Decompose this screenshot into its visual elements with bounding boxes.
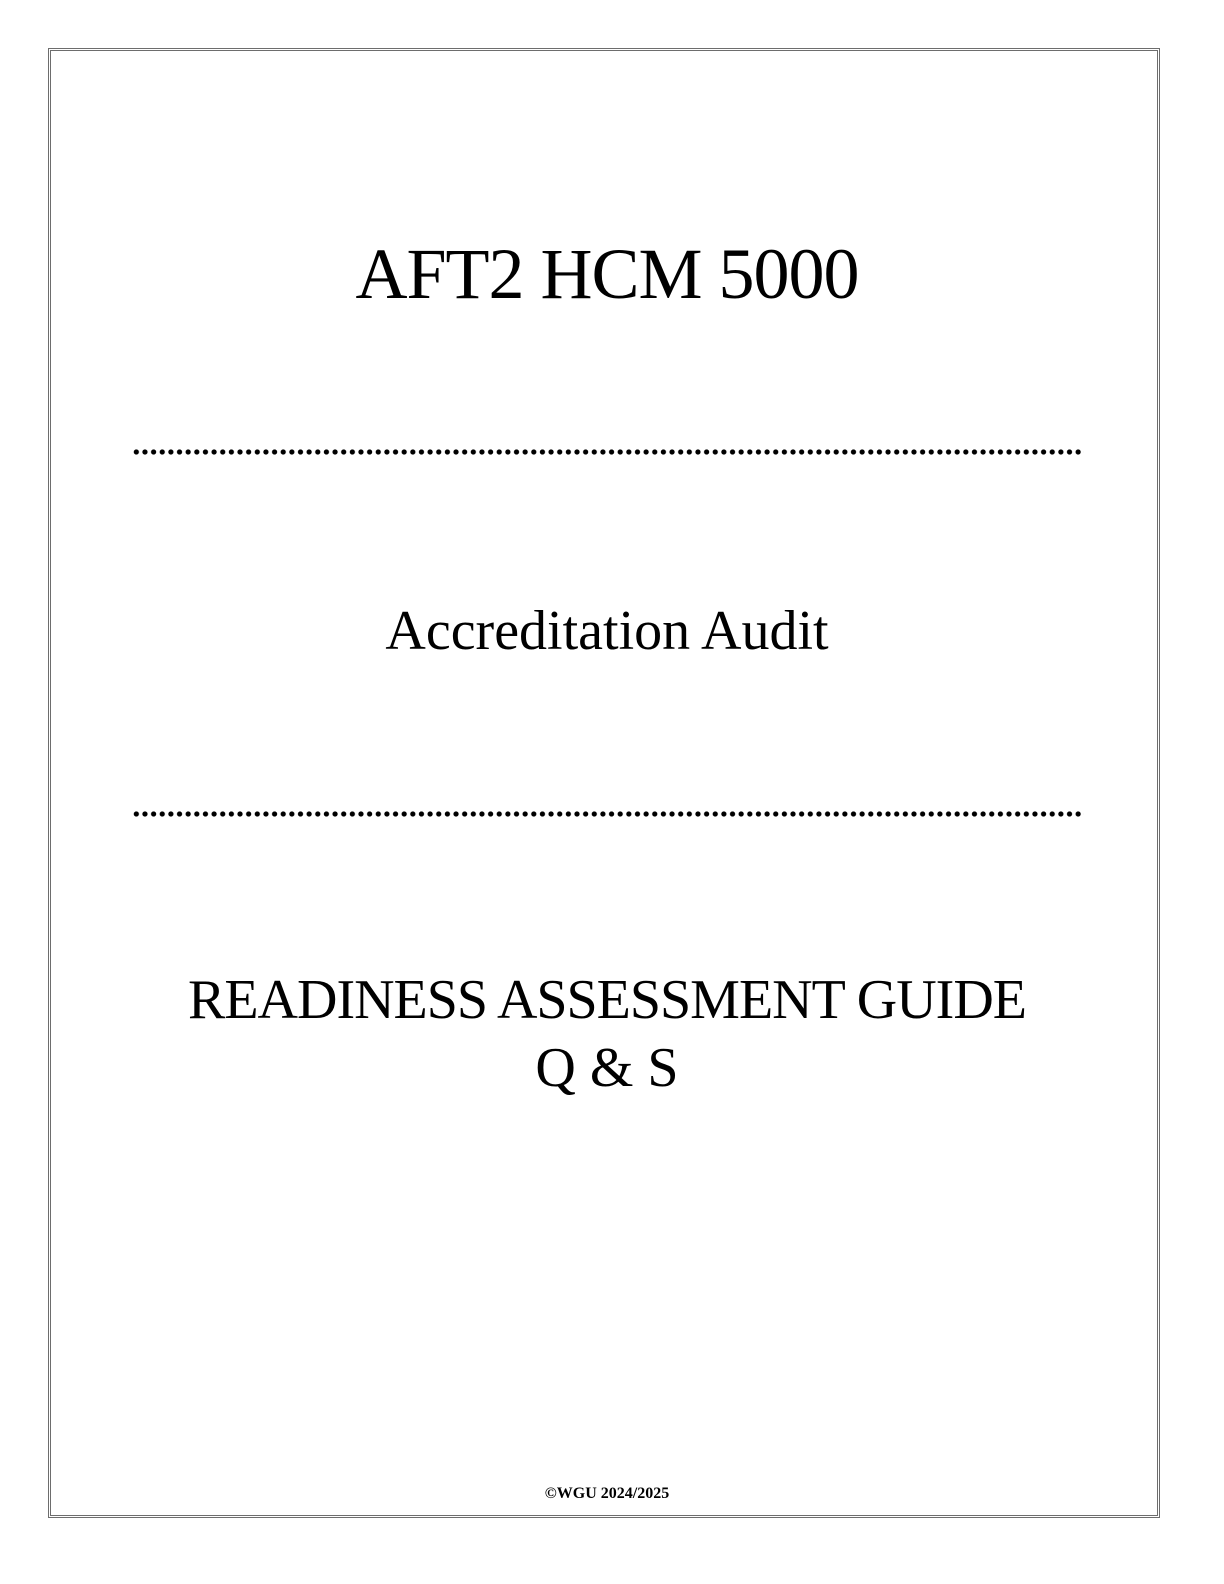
copyright-footer: ©WGU 2024/2025 bbox=[544, 1485, 670, 1502]
document-title: AFT2 HCM 5000 bbox=[355, 234, 859, 314]
guide-heading: READINESS ASSESSMENT GUIDE bbox=[188, 969, 1026, 1031]
dotted-divider-top bbox=[132, 448, 1084, 456]
dotted-divider-bottom bbox=[132, 810, 1084, 818]
guide-subheading: Q & S bbox=[535, 1037, 679, 1099]
document-subtitle: Accreditation Audit bbox=[385, 600, 829, 662]
